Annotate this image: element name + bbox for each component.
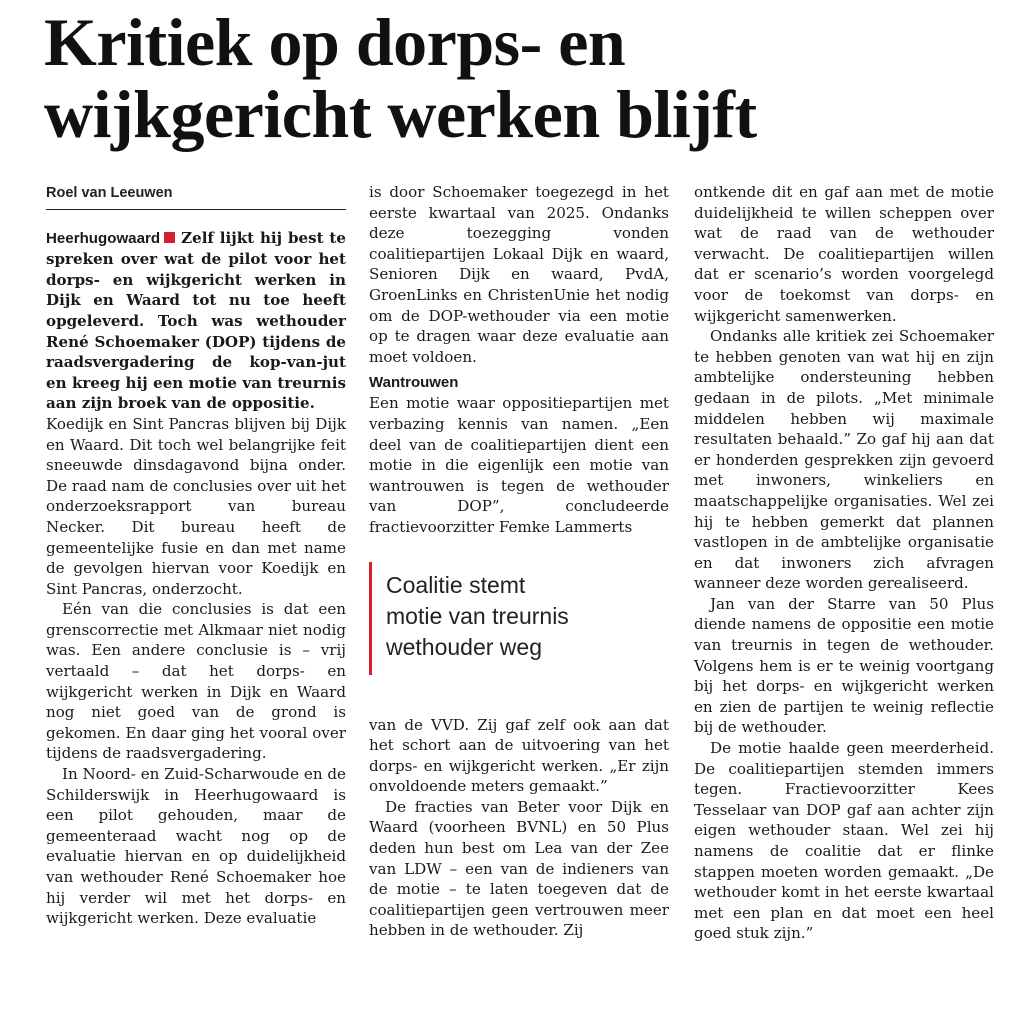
- column-3: [694, 182, 994, 944]
- subheading: Wantrouwen: [369, 374, 459, 392]
- body-paragraph: In Noord- en Zuid-Scharwoude en de Schilderswijk in Heerhugowaard is een pilot gehouden, maar de gemeenteraad wacht nog op de evaluatie hiervan en op duidelijkheid van wethouder René Schoemaker hoe hij verder wil met het dorps- en wijkgericht werken. Deze evaluatie: [46, 765, 346, 928]
- body-paragraph: Ondanks alle kritiek zei Schoemaker te hebben genoten van wat hij en zijn ambtelijke ondersteuning hebben gedaan in de pilots. „Met minimale middelen hebben wij maximale resultaten behaald.” Zo gaf hij aan dat er honderden gesprekken zijn gevoerd met inwoners, winkeliers en maatschappelijke organisaties. Wel zei hij te hebben gemerkt dat plannen vastlopen in de ambtelijke organisatie en dat inwoners zich afvragen wanneer deze worden gerealiseerd.: [694, 327, 994, 593]
- body-paragraph: Koedijk en Sint Pancras blijven bij Dijk en Waard. Dit toch wel belangrijke feit sneeuwde dinsdagavond bijna onder. De raad nam de conclusies over uit het onderzoeksrapport van bureau Necker. Dit bureau heeft de gemeentelijke fusie en dan met name de gevolgen hiervan voor Koedijk en Sint Pancras, onderzocht.: [46, 414, 346, 598]
- body-paragraph: van de VVD. Zij gaf zelf ook aan dat het schort aan de uitvoering van het dorps- en wijkgericht werken. „Er zijn onvoldoende meters gemaakt.”: [369, 715, 669, 796]
- byline: Roel van Leeuwen: [46, 182, 346, 210]
- column-2: [369, 182, 669, 941]
- headline-line-2: wijkgericht werken blijft: [44, 76, 757, 152]
- headline-line-1: Kritiek op dorps- en: [44, 4, 626, 80]
- body-paragraph: ontkende dit en gaf aan met de motie duidelijkheid te willen scheppen over wat de raad van de wethouder verwacht. De coalitiepartijen willen dat er scenario’s worden voorgelegd voor de toekomst van dorps- en wijkgericht samenwerken.: [694, 183, 994, 325]
- lead-text: Zelf lijkt hij best te spreken over wat de pilot voor het dorps- en wijkgericht werken in Dijk en Waard tot nu toe heeft opgeleverd. Toch was wethouder René Schoemaker (DOP) tijdens de raadsvergadering de kop-van-jut en kreeg hij een motie van treurnis aan zijn broek van de oppositie.: [46, 228, 346, 413]
- pull-quote-line: motie van treurnis: [386, 602, 569, 629]
- pull-quote-line: wethouder weg: [386, 633, 542, 660]
- dateline: Heerhugowaard: [46, 229, 161, 247]
- body-paragraph: De motie haalde geen meerderheid. De coalitiepartijen stemden immers tegen. Fractievoorzitter Kees Tesselaar van DOP gaf aan achter zijn eigen wethouder staan. Wel zei hij namens de coalitie dat er flinke stappen moeten worden gemaakt. „De wethouder komt in het eerste kwartaal met een plan en dat moet een heel goed stuk zijn.”: [694, 739, 994, 943]
- pull-quote-line: Coalitie stemt: [386, 571, 526, 598]
- pull-quote: [369, 562, 669, 675]
- lead-paragraph: [46, 228, 346, 414]
- column-1: [46, 182, 346, 929]
- headline: [44, 6, 1004, 150]
- body-paragraph: De fracties van Beter voor Dijk en Waard (voorheen BVNL) en 50 Plus deden hun best om Lea van der Zee van LDW – een van de indieners van de motie – te laten toegeven dat de coalitiepartijen geen vertrouwen meer hebben in de wethouder. Zij: [369, 797, 669, 940]
- body-paragraph: is door Schoemaker toegezegd in het eerste kwartaal van 2025. Ondanks deze toezegging vonden coalitiepartijen Lokaal Dijk en waard, Senioren Dijk en waard, PvdA, GroenLinks en ChristenUnie het nodig om de DOP-wethouder via een motie op te dragen waar deze evaluatie aan moet voldoen.: [369, 183, 669, 366]
- body-paragraph: Jan van der Starre van 50 Plus diende namens de oppositie een motie van treurnis in tegen de wethouder. Volgens hem is er te weinig voortgang bij het dorps- en wijkgericht werken en zien de partijen te weinig reflectie bij de wethouder.: [694, 594, 994, 737]
- body-paragraph: Een motie waar oppositiepartijen met verbazing kennis van namen. „Een deel van de coalitiepartijen dient een motie in die eigenlijk een motie van wantrouwen is tegen de wethouder van DOP”, concludeerde fractievoorzitter Femke Lammerts: [369, 394, 669, 536]
- red-square-icon: [164, 232, 175, 243]
- body-paragraph: Eén van die conclusies is dat een grenscorrectie met Alkmaar niet nodig was. Een andere conclusie is – vrij vertaald – dat het dorps- en wijkgericht werken in Dijk en Waard nog niet goed van de grond is gekomen. En daar ging het vooral over tijdens de raadsvergadering.: [46, 600, 346, 763]
